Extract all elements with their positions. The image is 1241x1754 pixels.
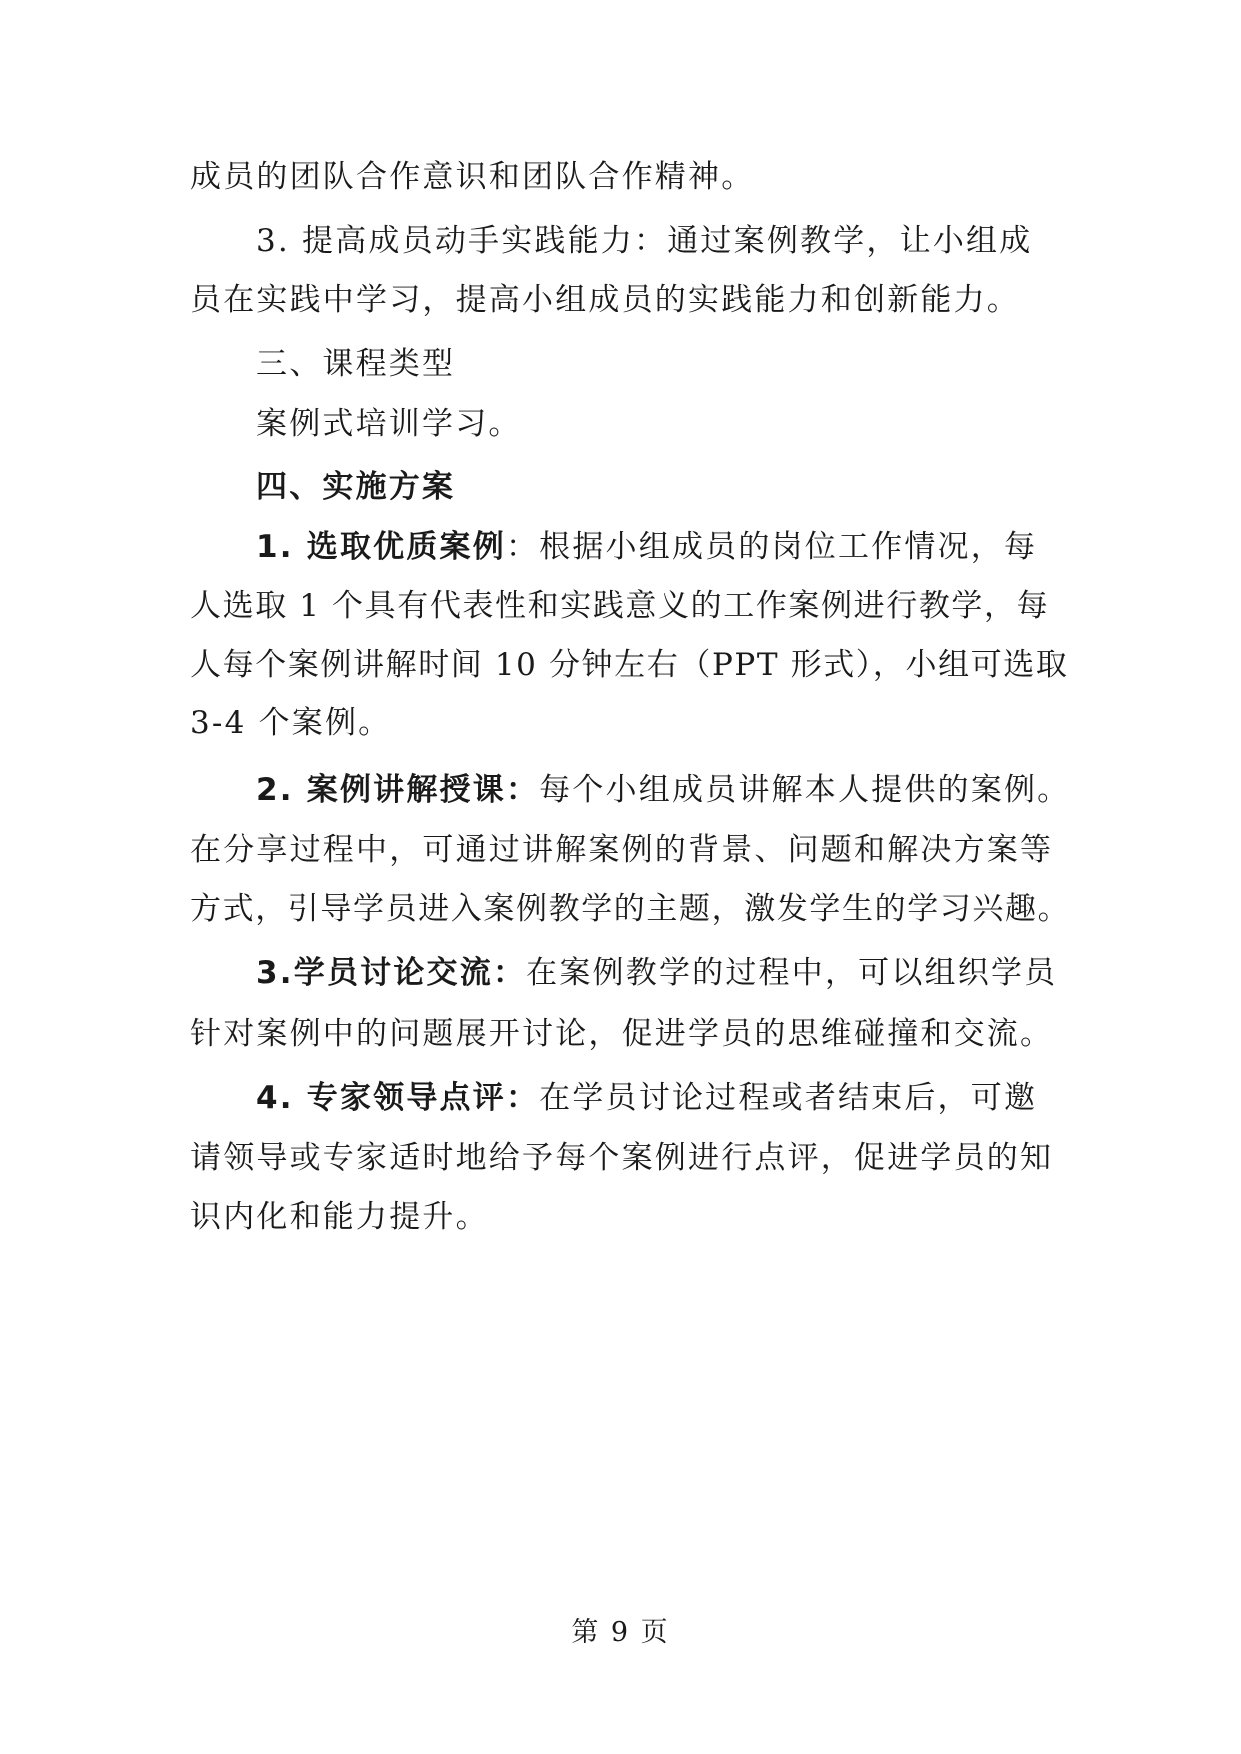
paragraph-line: 方式，引导学员进入案例教学的主题，激发学生的学习兴趣。 bbox=[190, 891, 1071, 927]
paragraph-line: 案例式培训学习。 bbox=[256, 406, 522, 442]
paragraph-line bbox=[256, 770, 1071, 810]
paragraph-line: 针对案例中的问题展开讨论，促进学员的思维碰撞和交流。 bbox=[190, 1016, 1054, 1052]
paragraph-line: 人选取 1 个具有代表性和实践意义的工作案例进行教学，每 bbox=[190, 588, 1050, 624]
paragraph-line bbox=[256, 527, 1060, 567]
page-number: 第 9 页 bbox=[571, 1617, 670, 1648]
item-text: 在案例教学的过程中，可以组织学员 bbox=[526, 955, 1058, 991]
paragraph-line: 成员的团队合作意识和团队合作精神。 bbox=[190, 159, 755, 195]
item-text: ：根据小组成员的岗位工作情况，每 bbox=[505, 529, 1038, 565]
item-text: 每个小组成员讲解本人提供的案例。 bbox=[539, 772, 1071, 808]
paragraph-line: 员在实践中学习，提高小组成员的实践能力和创新能力。 bbox=[190, 282, 1020, 318]
paragraph-line: 识内化和能力提升。 bbox=[190, 1199, 489, 1235]
item-title: 3.学员讨论交流： bbox=[256, 955, 527, 991]
item-title: 1. 选取优质案例 bbox=[256, 529, 506, 565]
paragraph-line: 在分享过程中，可通过讲解案例的背景、问题和解决方案等 bbox=[190, 832, 1054, 868]
paragraph-line bbox=[256, 953, 1060, 993]
section-heading: 三、课程类型 bbox=[256, 346, 456, 382]
item-title: 2. 案例讲解授课： bbox=[256, 772, 540, 808]
paragraph-line bbox=[256, 1078, 1060, 1118]
paragraph-line: 人每个案例讲解时间 10 分钟左右（PPT 形式），小组可选取 bbox=[190, 647, 1069, 683]
paragraph-line: 3-4 个案例。 bbox=[190, 705, 392, 741]
paragraph-line: 3. 提高成员动手实践能力：通过案例教学，让小组成 bbox=[256, 223, 1033, 259]
paragraph-line: 请领导或专家适时地给予每个案例进行点评，促进学员的知 bbox=[190, 1140, 1054, 1176]
section-heading: 四、实施方案 bbox=[256, 469, 456, 505]
item-text: 在学员讨论过程或者结束后，可邀 bbox=[539, 1080, 1038, 1116]
item-title: 4. 专家领导点评： bbox=[256, 1080, 540, 1116]
